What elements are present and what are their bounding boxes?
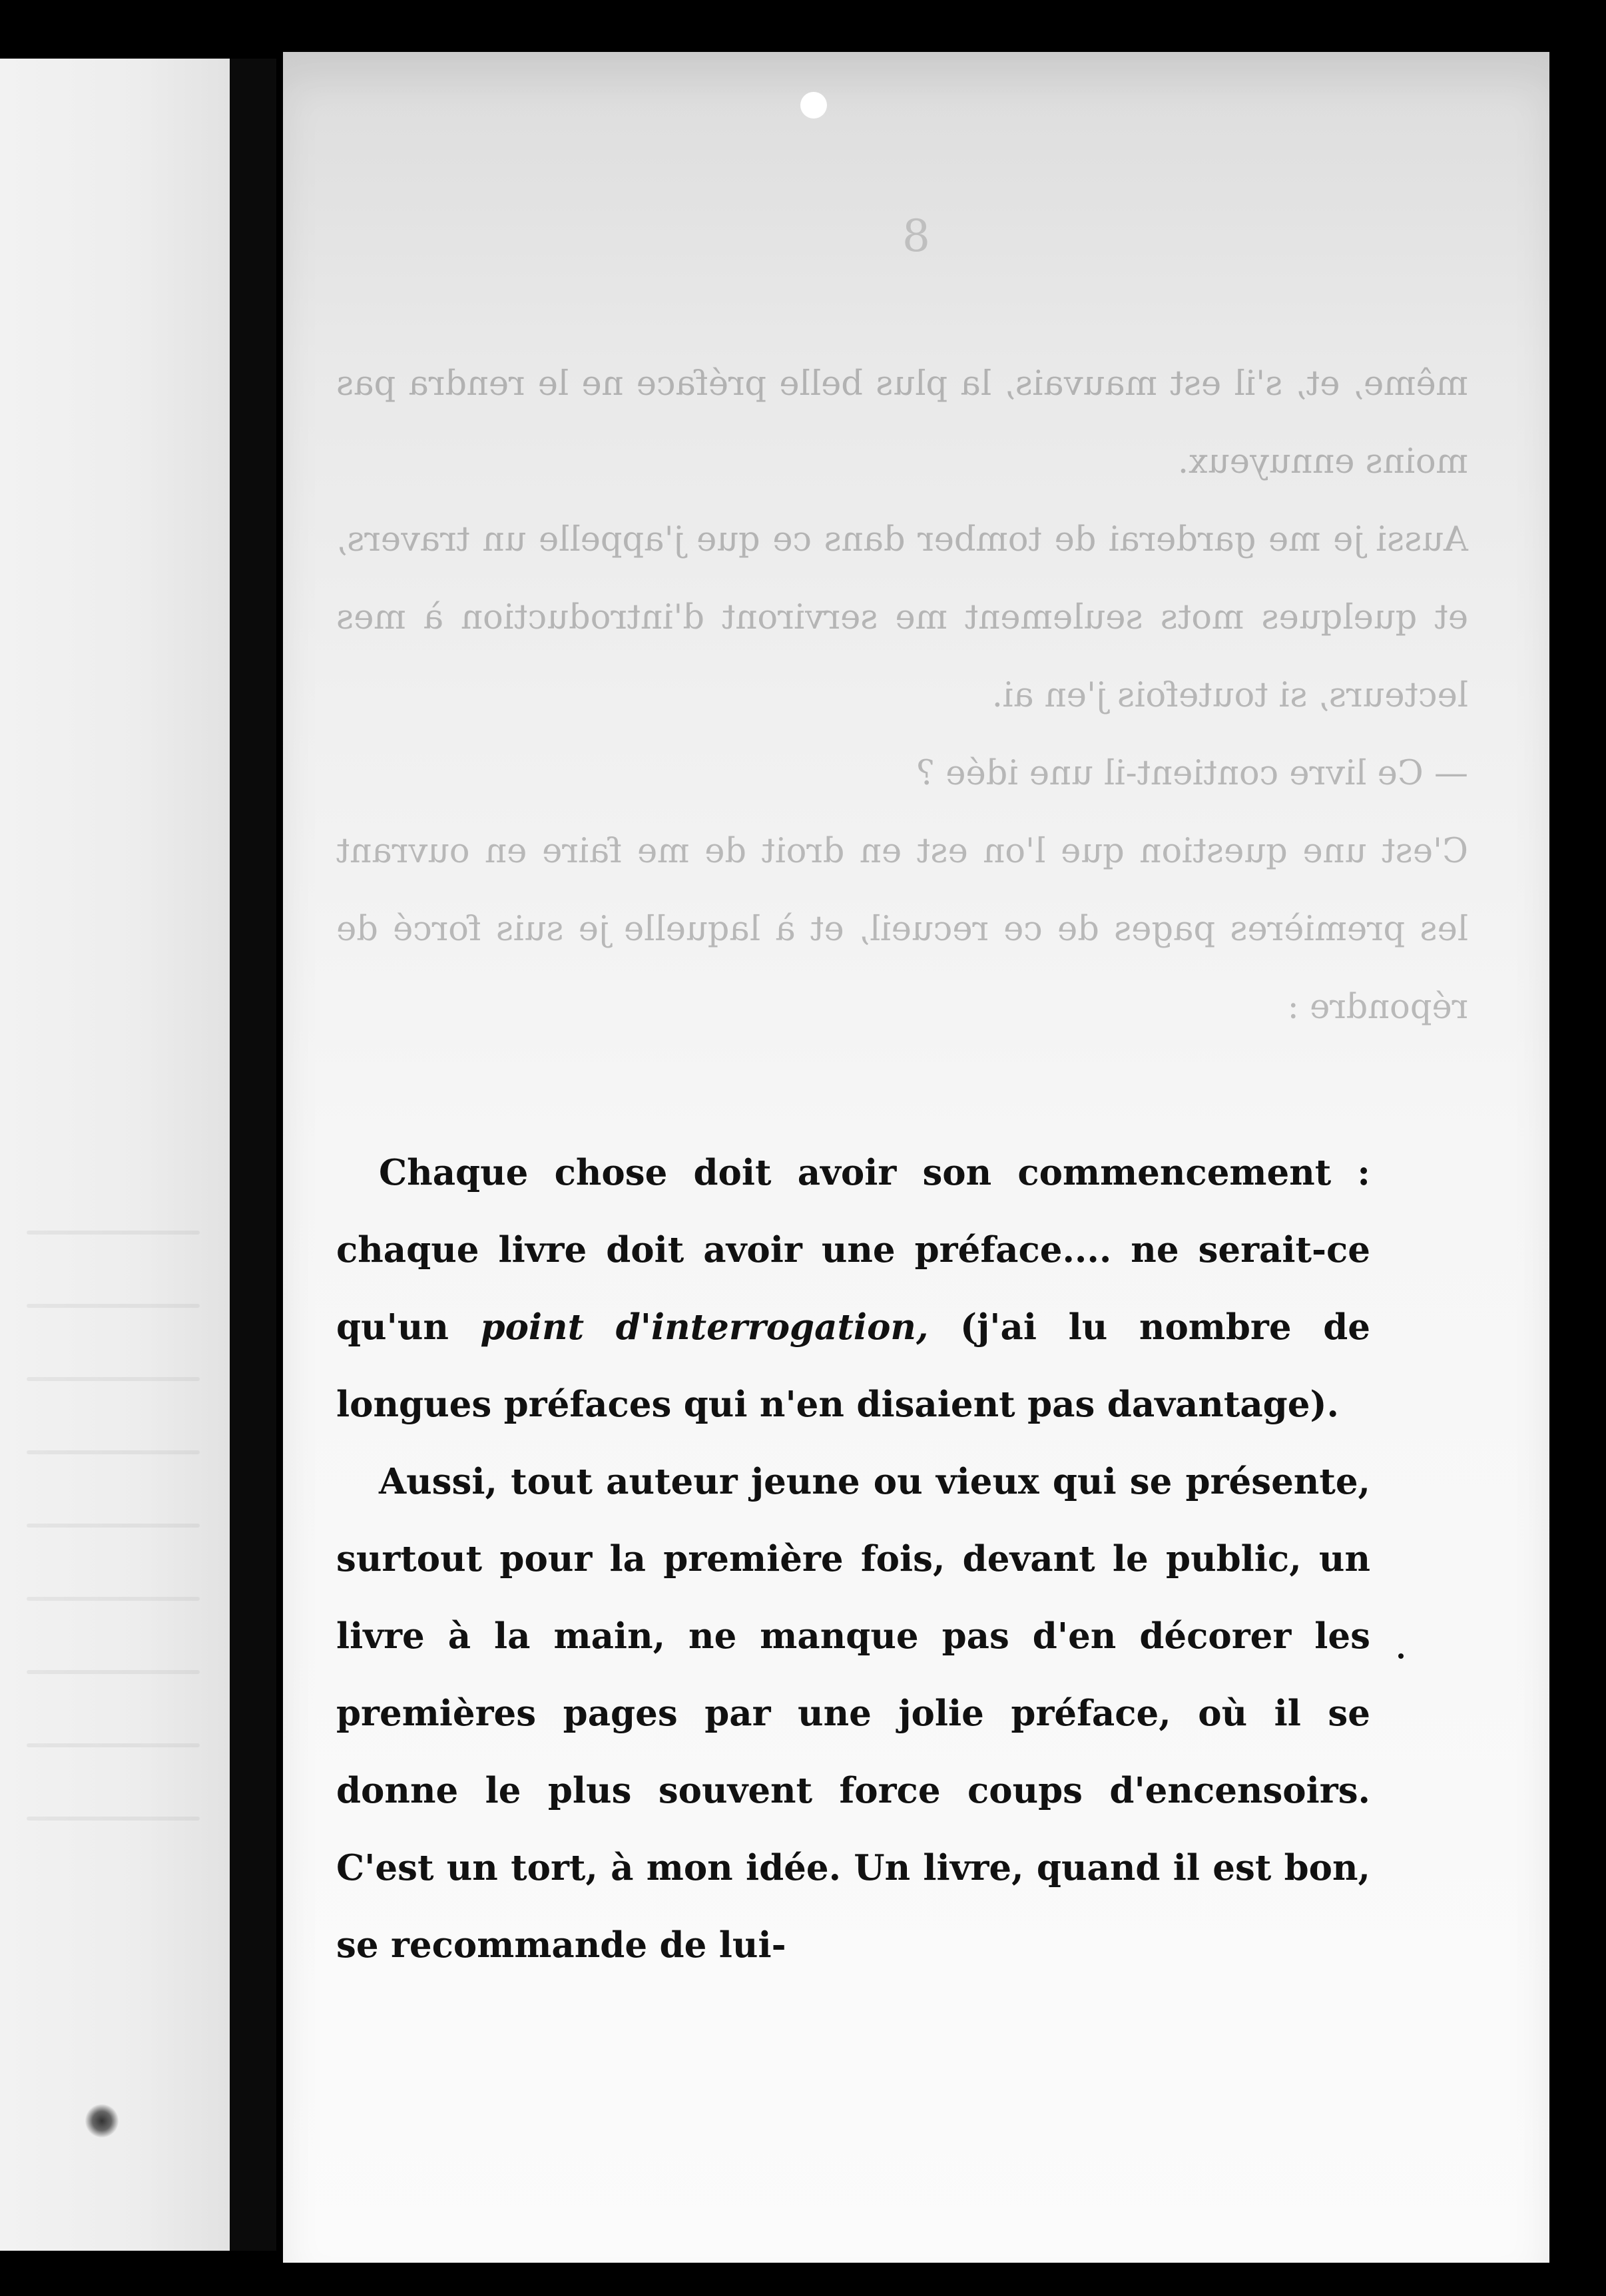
ink-smudge: [85, 2104, 119, 2138]
page-shadow-line: [27, 1304, 200, 1308]
page-shadow-line: [27, 1231, 200, 1235]
show-through-line: même, et, s'il est mauvais, la plus belle préface ne le rendra pas moins ennuyeux.: [336, 364, 1468, 481]
show-through-line: C'est une question que l'on est en droit de me faire en ouvrant les premières pages de ce recueil, et à laquelle je suis forcé de répondre :: [336, 832, 1468, 1027]
emphasized-phrase: point d'interrogation,: [480, 1306, 929, 1348]
page-shadow-line: [27, 1670, 200, 1674]
page-number: 8: [902, 210, 930, 262]
book-gutter: [230, 59, 276, 2251]
show-through-text: [336, 345, 1468, 1046]
page-shadow-line: [27, 1597, 200, 1601]
book-page: [283, 52, 1549, 2263]
show-through-line: Aussi je me garderai de tomber dans ce que j'appelle un travers, et quelques mots seulement me serviront d'introduction à mes lecteurs, si toutefois j'en ai.: [336, 520, 1468, 715]
page-shadow-line: [27, 1524, 200, 1528]
paragraph-1-end: (j'ai lu nombre de longues préfaces qui n'en disaient pas davantage).: [336, 1306, 1370, 1425]
page-body: [336, 1134, 1370, 1984]
paragraph-1-start: Chaque chose doit avoir son commencement : chaque livre doit avoir une préface.... ne serait-ce qu'un: [336, 1152, 1370, 1348]
page-shadow-line: [27, 1817, 200, 1821]
page-shadow-line: [27, 1743, 200, 1747]
paper-speck: [800, 92, 827, 119]
adjacent-page: [0, 59, 230, 2251]
paragraph-1: [336, 1134, 1370, 1443]
page-shadow-line: [27, 1377, 200, 1381]
page-shadow-line: [27, 1450, 200, 1454]
paragraph-2: Aussi, tout auteur jeune ou vieux qui se présente, surtout pour la première fois, devant le public, un livre à la main, ne manque pas d'en décorer les premières pages par une jolie préface, où il se donne le plus souvent force coups d'encensoirs. C'est un tort, à mon idée. Un livre, quand il est bon, se recommande de lui-: [336, 1461, 1370, 1966]
ink-dot: [1398, 1653, 1404, 1659]
show-through-line: — Ce livre contient-il une idée ?: [916, 754, 1468, 793]
